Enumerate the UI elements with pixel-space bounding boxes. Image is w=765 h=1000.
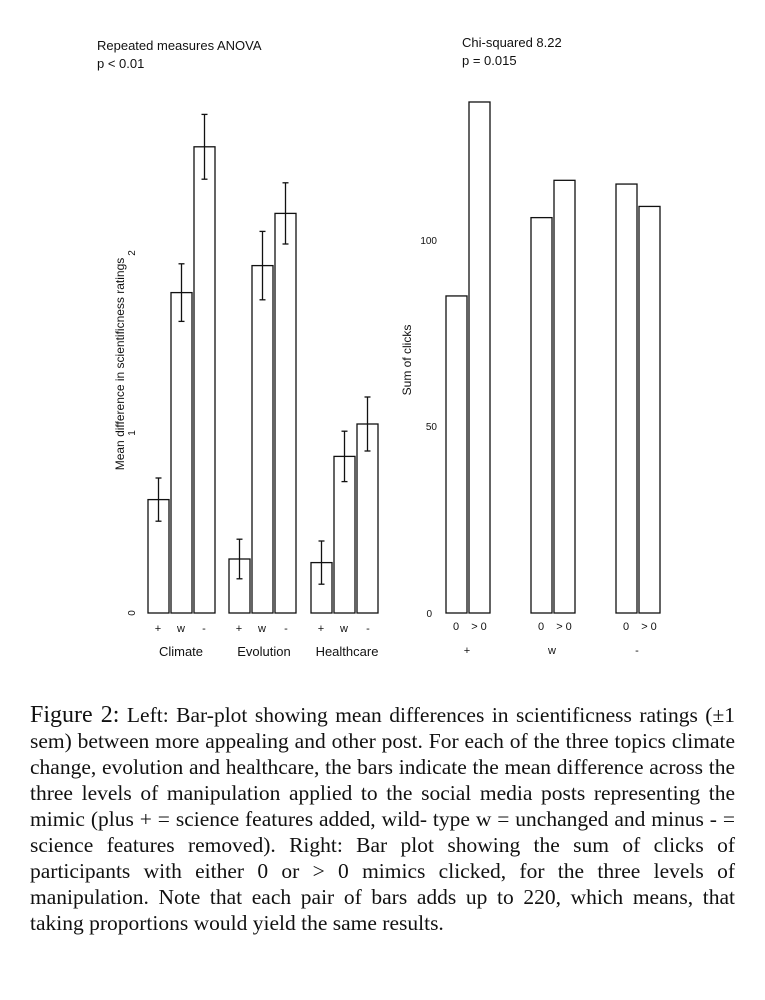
x-tick-label: w [177,623,185,635]
left-bar-chart [97,38,378,659]
right-y-tick-label: 100 [420,236,437,247]
click-bar-0-1 [469,102,490,613]
pair-label: 0 [452,621,460,633]
bar-climate-1 [171,293,192,613]
bar-healthcare-2 [357,424,378,613]
caption-label: Figure 2: [30,702,120,728]
x-tick-label: - [366,623,370,635]
pair-label: 0 [537,621,545,633]
right-y-axis-label: Sum of clicks [400,324,414,396]
pair-label: > 0 [641,621,657,633]
left-y-axis-label: Mean difference in scientificness ratings [113,257,127,471]
group-label-evolution: Evolution [237,644,291,659]
pair-label: 0 [622,621,630,633]
bar-evolution-2 [275,213,296,613]
x-tick-label: + [235,623,243,635]
x-tick-label: - [284,623,288,635]
right-y-tick-label: 50 [425,422,437,433]
right-y-tick-label: 0 [426,609,432,620]
left-y-tick-label: 0 [127,610,138,616]
right-stat-title: Chi-squared 8.22 [462,35,562,50]
left-stat-title: Repeated measures ANOVA [97,38,262,53]
left-stat-value: p < 0.01 [97,56,145,71]
left-y-tick-label: 1 [127,430,138,436]
click-bar-1-1 [554,180,575,613]
x-tick-label: - [202,623,206,635]
level-label: - [635,645,639,657]
x-tick-label: + [317,623,325,635]
bar-evolution-1 [252,266,273,613]
click-bar-2-1 [639,206,660,613]
x-tick-label: w [340,623,348,635]
pair-label: > 0 [471,621,487,633]
figure-caption [30,702,735,936]
level-label: + [463,645,471,657]
pair-label: > 0 [556,621,572,633]
click-bar-0-0 [446,296,467,613]
right-bar-chart [400,35,660,657]
left-y-tick-label: 2 [127,250,138,256]
group-label-healthcare: Healthcare [315,644,379,659]
right-bars-group [446,102,660,613]
x-tick-label: + [154,623,162,635]
right-stat-value: p = 0.015 [462,53,517,68]
level-label: w [548,645,556,657]
group-label-climate: Climate [158,644,204,659]
caption-text: Left: Bar-plot showing mean differences in scientificness ratings (±1 sem) between more appealing and other post. For each of the three topics climate change, evolution and healthcare, the bars indicate the mean difference across the three levels of manipulation applied to the social media posts representing the mimic (plus + = science features added, wild- type w = unchanged and minus - = science features removed). Right: Bar plot showing the sum of clicks of participants with either 0 or > 0 mimics clicked, for the three levels of manipulation. Note that each pair of bars adds up to 220, which means, that taking proportions would yield the same results. [30,703,736,935]
left-bars-group [148,114,378,613]
bar-climate-2 [194,147,215,613]
x-tick-label: w [258,623,266,635]
click-bar-1-0 [531,218,552,613]
click-bar-2-0 [616,184,637,613]
